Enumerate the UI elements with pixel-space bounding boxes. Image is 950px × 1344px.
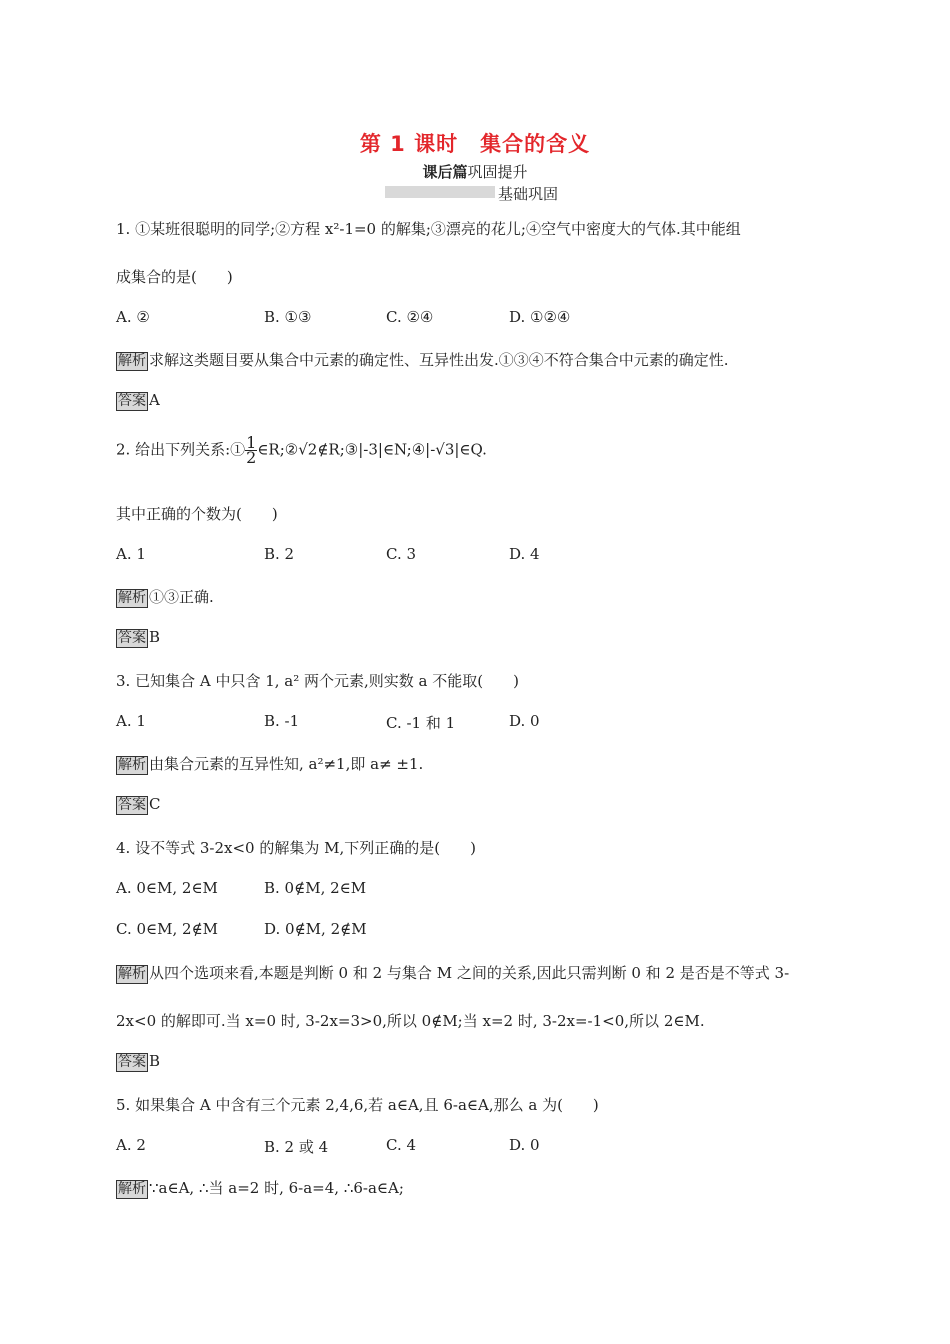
q4-analysis-line2: 2x<0 的解即可.当 x=0 时, 3-2x=3>0,所以 0∉M;当 x=2 时, 3-2x=-1<0,所以 2∈M. [116,1012,705,1030]
q2-answer [116,628,160,648]
q4-answer-value: B [149,1052,161,1070]
q1-option-c: C. ②④ [386,308,434,326]
q2-stem-line2: 其中正确的个数为( ) [116,505,278,523]
page-title: 第 1 课时 集合的含义 [359,132,591,156]
q4-stem: 4. 设不等式 3-2x<0 的解集为 M,下列正确的是( ) [116,839,476,857]
q1-stem-line2: 成集合的是( ) [116,268,233,286]
q4-analysis-line1 [116,962,789,984]
q5-option-c: C. 4 [386,1136,417,1154]
q1-analysis [116,349,729,371]
q3-analysis [116,753,423,775]
subtitle-rest: 巩固提升 [467,163,528,181]
analysis-tag: 解析 [118,966,146,982]
q3-answer [116,795,160,815]
q3-option-a: A. 1 [116,712,146,730]
q5-stem: 5. 如果集合 A 中含有三个元素 2,4,6,若 a∈A,且 6-a∈A,那么 a 为( ) [116,1096,599,1114]
one-half-fraction [245,433,257,467]
fraction-denominator: 2 [246,448,257,467]
q5-option-d: D. 0 [509,1136,540,1154]
q3-analysis-text: 由集合元素的互异性知, a²≠1,即 a≠ ±1. [149,755,424,773]
analysis-tag: 解析 [118,1181,146,1197]
q2-option-b: B. 2 [264,545,295,563]
q1-stem-line1: 1. ①某班很聪明的同学;②方程 x²-1=0 的解集;③漂亮的花儿;④空气中密度大的气体.其中能组 [116,220,741,238]
section-band [385,186,495,198]
q5-option-a: A. 2 [116,1136,146,1154]
subtitle [0,161,950,182]
q1-option-d: D. ①②④ [509,308,571,326]
q2-rest: ∈R;②√2∉R;③|-3|∈N;④|-√3|∈Q. [257,440,487,459]
q4-option-a: A. 0∈M, 2∈M [116,879,218,897]
q3-answer-value: C [149,795,161,813]
q5-analysis-text: ∵a∈A, ∴当 a=2 时, 6-a=4, ∴6-a∈A; [149,1179,404,1197]
q5-option-b: B. 2 或 4 [264,1138,329,1156]
q2-option-a: A. 1 [116,545,146,563]
q3-stem: 3. 已知集合 A 中只含 1, a² 两个元素,则实数 a 不能取( ) [116,672,519,690]
q2-option-d: D. 4 [509,545,540,563]
q3-option-b: B. -1 [264,712,300,730]
analysis-tag: 解析 [118,757,146,773]
q4-analysis-text1: 从四个选项来看,本题是判断 0 和 2 与集合 M 之间的关系,因此只需判断 0 和 2 是否是不等式 3- [149,964,790,982]
q1-answer-value: A [149,391,160,409]
q1-option-a: A. ② [116,308,150,326]
q4-option-c: C. 0∈M, 2∉M [116,920,219,938]
analysis-tag: 解析 [118,353,146,369]
analysis-tag: 解析 [118,590,146,606]
q4-option-d: D. 0∉M, 2∉M [264,920,367,938]
q2-prefix: 2. 给出下列关系:① [116,440,246,459]
q1-option-b: B. ①③ [264,308,312,326]
q2-analysis [116,586,214,608]
q4-answer [116,1052,160,1072]
section-heading: 基础巩固 [498,185,559,203]
q2-answer-value: B [149,628,161,646]
subtitle-bold: 课后篇 [422,163,468,181]
q1-analysis-text: 求解这类题目要从集合中元素的确定性、互异性出发.①③④不符合集合中元素的确定性. [149,351,729,369]
fraction-numerator: 1 [246,433,257,452]
q5-analysis [116,1177,404,1199]
q3-option-d: D. 0 [509,712,540,730]
answer-tag: 答案 [118,630,146,646]
q2-option-c: C. 3 [386,545,417,563]
q2-analysis-text: ①③正确. [149,588,214,606]
q3-option-c: C. -1 和 1 [386,714,456,732]
q1-answer [116,391,160,411]
answer-tag: 答案 [118,393,146,409]
answer-tag: 答案 [118,1054,146,1070]
answer-tag: 答案 [118,797,146,813]
q2-stem-line1 [116,433,487,467]
q4-option-b: B. 0∉M, 2∈M [264,879,367,897]
